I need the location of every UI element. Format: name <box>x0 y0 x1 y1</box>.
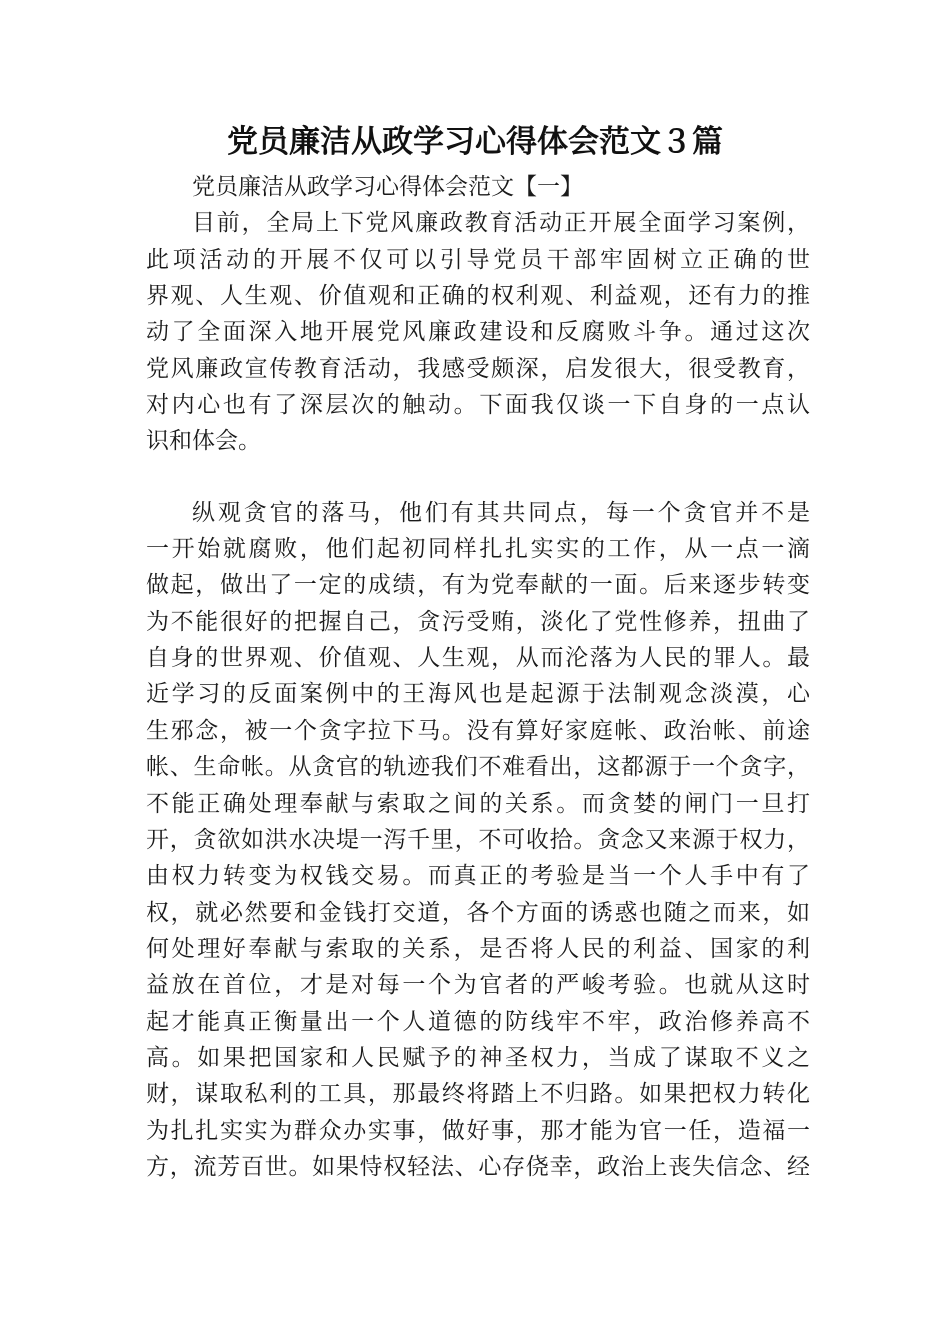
paragraph-1-line: 界观、人生观、价值观和正确的权利观、利益观，还有力的推 <box>146 283 810 310</box>
paragraph-2-line: 自身的世界观、价值观、人生观，从而沦落为人民的罪人。最 <box>146 645 810 672</box>
paragraph-2-line: 生邪念，被一个贪字拉下马。没有算好家庭帐、政治帐、前途 <box>146 717 810 744</box>
paragraph-1-line: 动了全面深入地开展党风廉政建设和反腐败斗争。通过这次 <box>146 319 810 346</box>
paragraph-2-line: 近学习的反面案例中的王海风也是起源于法制观念淡漠，心 <box>146 681 810 708</box>
paragraph-1-line: 对内心也有了深层次的触动。下面我仅谈一下自身的一点认 <box>146 392 810 419</box>
paragraph-2-line: 方，流芳百世。如果恃权轻法、心存侥幸，政治上丧失信念、经 <box>146 1153 810 1180</box>
paragraph-2-line: 由权力转变为权钱交易。而真正的考验是当一个人手中有了 <box>146 863 810 890</box>
paragraph-2-line: 益放在首位，才是对每一个为官者的严峻考验。也就从这时 <box>146 972 810 999</box>
paragraph-2-line: 开，贪欲如洪水决堤一泻千里，不可收拾。贪念又来源于权力， <box>146 826 810 853</box>
paragraph-2-line: 高。如果把国家和人民赋予的神圣权力，当成了谋取不义之 <box>146 1044 810 1071</box>
paragraph-2-line: 做起，做出了一定的成绩，有为党奉献的一面。后来逐步转变 <box>146 572 810 599</box>
paragraph-2-line: 权，就必然要和金钱打交道，各个方面的诱惑也随之而来，如 <box>146 899 810 926</box>
paragraph-spacer <box>146 460 810 495</box>
paragraph-1-line: 此项活动的开展不仅可以引导党员干部牢固树立正确的世 <box>146 246 810 273</box>
paragraph-2-line: 纵观贪官的落马，他们有其共同点，每一个贪官并不是 <box>192 499 810 526</box>
document-title: 党员廉洁从政学习心得体会范文３篇 <box>227 124 723 160</box>
paragraph-2-line: 财，谋取私利的工具，那最终将踏上不归路。如果把权力转化 <box>146 1081 810 1108</box>
paragraph-2-line: 何处理好奉献与索取的关系，是否将人民的利益、国家的利 <box>146 935 810 962</box>
paragraph-2-line: 帐、生命帐。从贪官的轨迹我们不难看出，这都源于一个贪字， <box>146 754 810 781</box>
paragraph-2-line: 不能正确处理奉献与索取之间的关系。而贪婪的闸门一旦打 <box>146 790 810 817</box>
paragraph-1-line: 党风廉政宣传教育活动，我感受颇深，启发很大，很受教育， <box>146 355 810 382</box>
section-heading: 党员廉洁从政学习心得体会范文【一】 <box>192 174 583 200</box>
paragraph-2-line: 起才能真正衡量出一个人道德的防线牢不牢，政治修养高不 <box>146 1008 810 1035</box>
paragraph-1-line: 识和体会。 <box>146 428 261 455</box>
paragraph-2-line: 为不能很好的把握自己，贪污受贿，淡化了党性修养，扭曲了 <box>146 608 810 635</box>
paragraph-2-line: 一开始就腐败，他们起初同样扎扎实实的工作，从一点一滴 <box>146 536 810 563</box>
document-body <box>146 169 810 1185</box>
paragraph-2-line: 为扎扎实实为群众办实事，做好事，那才能为官一任，造福一 <box>146 1117 810 1144</box>
paragraph-1-line: 目前，全局上下党风廉政教育活动正开展全面学习案例， <box>192 210 810 237</box>
